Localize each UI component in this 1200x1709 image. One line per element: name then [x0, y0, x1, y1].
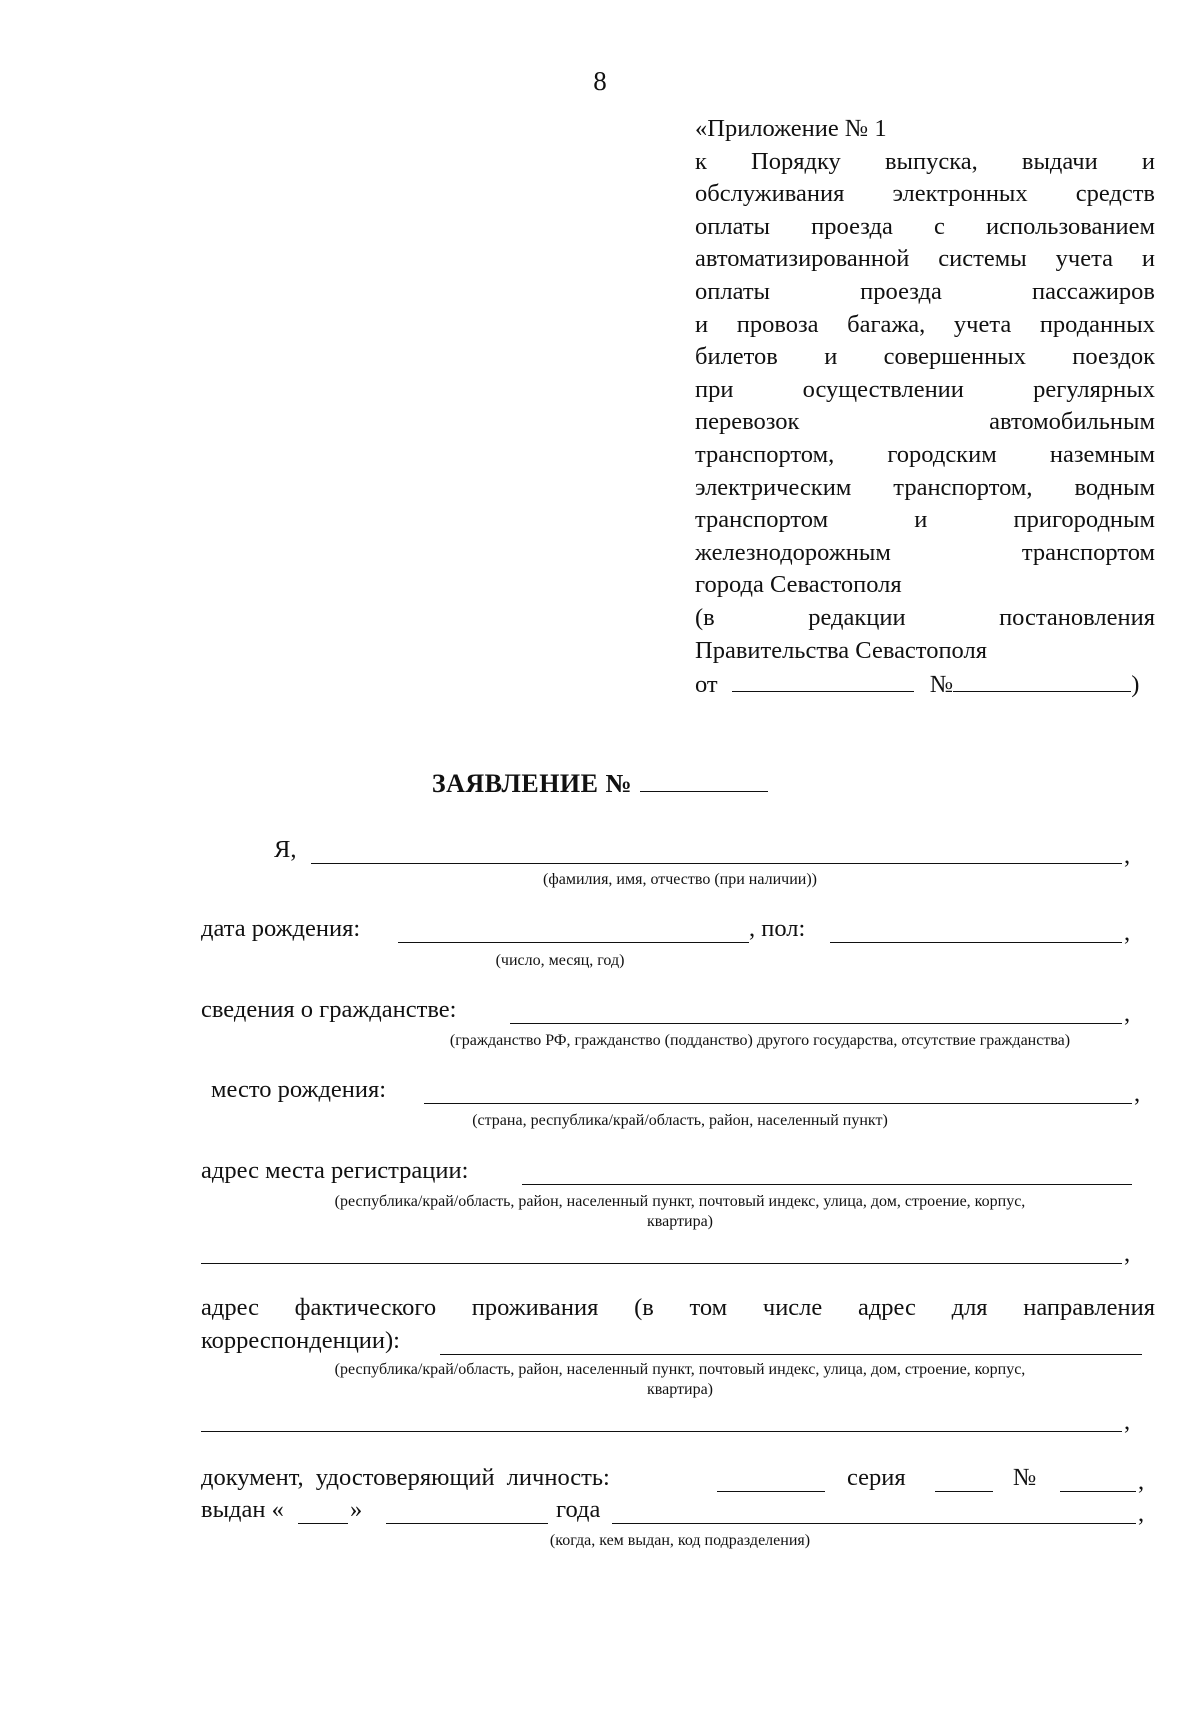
number-sign: №: [929, 671, 954, 699]
actual-address-label: адрес фактического проживания (в том числе адрес для направления: [201, 1294, 1155, 1321]
appendix-line: транспортом и пригородным: [695, 506, 1155, 534]
comma: ,: [1138, 1500, 1145, 1527]
birthplace-field[interactable]: [424, 1103, 1132, 1104]
fio-hint: (фамилия, имя, отчество (при наличии)): [543, 871, 817, 888]
comma: ,: [1138, 1468, 1145, 1495]
citizenship-label: сведения о гражданстве:: [201, 996, 457, 1023]
document-type-field[interactable]: [717, 1491, 825, 1492]
document-number-field[interactable]: [1060, 1491, 1136, 1492]
issued-day-field[interactable]: [298, 1523, 348, 1524]
date-blank[interactable]: [732, 667, 914, 692]
identity-document-label: документ, удостоверяющий личность:: [201, 1464, 610, 1491]
comma: ,: [1124, 1408, 1131, 1435]
actual-address-hint-2: квартира): [647, 1381, 713, 1398]
number-label: №: [1013, 1464, 1037, 1491]
appendix-resolution-line: [695, 667, 1155, 700]
appendix-line: города Севастополя: [695, 571, 902, 599]
appendix-line: транспортом, городским наземным: [695, 440, 1155, 468]
comma: ,: [1134, 1080, 1141, 1107]
birth-date-label: дата рождения:: [201, 915, 361, 942]
appendix-line: к Порядку выпуска, выдачи и: [695, 147, 1155, 175]
fio-field[interactable]: [311, 863, 1122, 864]
comma: ,: [1124, 1000, 1131, 1027]
comma: ,: [1124, 842, 1131, 869]
birthplace-label: место рождения:: [211, 1076, 387, 1103]
page-number: 8: [593, 66, 607, 96]
series-label: серия: [847, 1464, 906, 1491]
registration-address-hint-2: квартира): [647, 1213, 713, 1230]
citizenship-hint: (гражданство РФ, гражданство (подданство) другого государства, отсутствие гражданства): [449, 1032, 1071, 1049]
issued-label: выдан «: [201, 1496, 284, 1523]
from-label: от: [695, 671, 718, 699]
year-label: года: [556, 1496, 601, 1523]
issued-quote: »: [350, 1496, 363, 1523]
appendix-line: электрическим транспортом, водным: [695, 473, 1155, 501]
actual-address-label-2: корреспонденции):: [201, 1327, 400, 1354]
title-text: ЗАЯВЛЕНИЕ №: [431, 769, 633, 798]
sex-label: , пол:: [749, 915, 806, 942]
document-title: [0, 765, 1200, 800]
registration-address-hint: (республика/край/область, район, населенный пункт, почтовый индекс, улица, дом, строение, корпус,: [334, 1193, 1026, 1210]
citizenship-field[interactable]: [510, 1023, 1122, 1024]
comma: ,: [1124, 1240, 1131, 1267]
appendix-line: при осуществлении регулярных: [695, 375, 1155, 403]
issued-by-field[interactable]: [612, 1523, 1136, 1524]
number-blank[interactable]: [953, 667, 1131, 692]
appendix-line: оплаты проезда пассажиров: [695, 277, 1155, 305]
appendix-line: оплаты проезда с использованием: [695, 212, 1155, 240]
birthplace-hint: (страна, республика/край/область, район, населенный пункт): [472, 1112, 888, 1129]
registration-address-label: адрес места регистрации:: [201, 1157, 469, 1184]
appendix-line: Правительства Севастополя: [695, 636, 987, 664]
birth-date-field[interactable]: [398, 942, 749, 943]
series-field[interactable]: [935, 1491, 993, 1492]
issued-month-field[interactable]: [386, 1523, 548, 1524]
application-number-blank[interactable]: [640, 765, 768, 792]
appendix-line: перевозок автомобильным: [695, 408, 1155, 436]
issued-hint: (когда, кем выдан, код подразделения): [549, 1532, 811, 1549]
comma: ,: [1124, 919, 1131, 946]
appendix-line: автоматизированной системы учета и: [695, 245, 1155, 273]
appendix-line: и провоза багажа, учета проданных: [695, 310, 1155, 338]
actual-address-field-2[interactable]: [201, 1431, 1122, 1432]
actual-address-hint: (республика/край/область, район, населенный пункт, почтовый индекс, улица, дом, строение, корпус,: [334, 1361, 1026, 1378]
registration-address-field-2[interactable]: [201, 1263, 1122, 1264]
appendix-header: [695, 113, 1155, 700]
registration-address-field[interactable]: [522, 1184, 1132, 1185]
sex-field[interactable]: [830, 942, 1122, 943]
appendix-line: билетов и совершенных поездок: [695, 343, 1155, 371]
close-paren: ): [1131, 671, 1140, 699]
appendix-line: «Приложение № 1: [695, 115, 887, 142]
fio-label: Я,: [274, 836, 297, 863]
birth-date-hint: (число, месяц, год): [495, 952, 625, 969]
actual-address-field[interactable]: [440, 1354, 1142, 1355]
appendix-line: железнодорожным транспортом: [695, 538, 1155, 566]
appendix-line: (в редакции постановления: [695, 603, 1155, 631]
appendix-line: обслуживания электронных средств: [695, 180, 1155, 208]
